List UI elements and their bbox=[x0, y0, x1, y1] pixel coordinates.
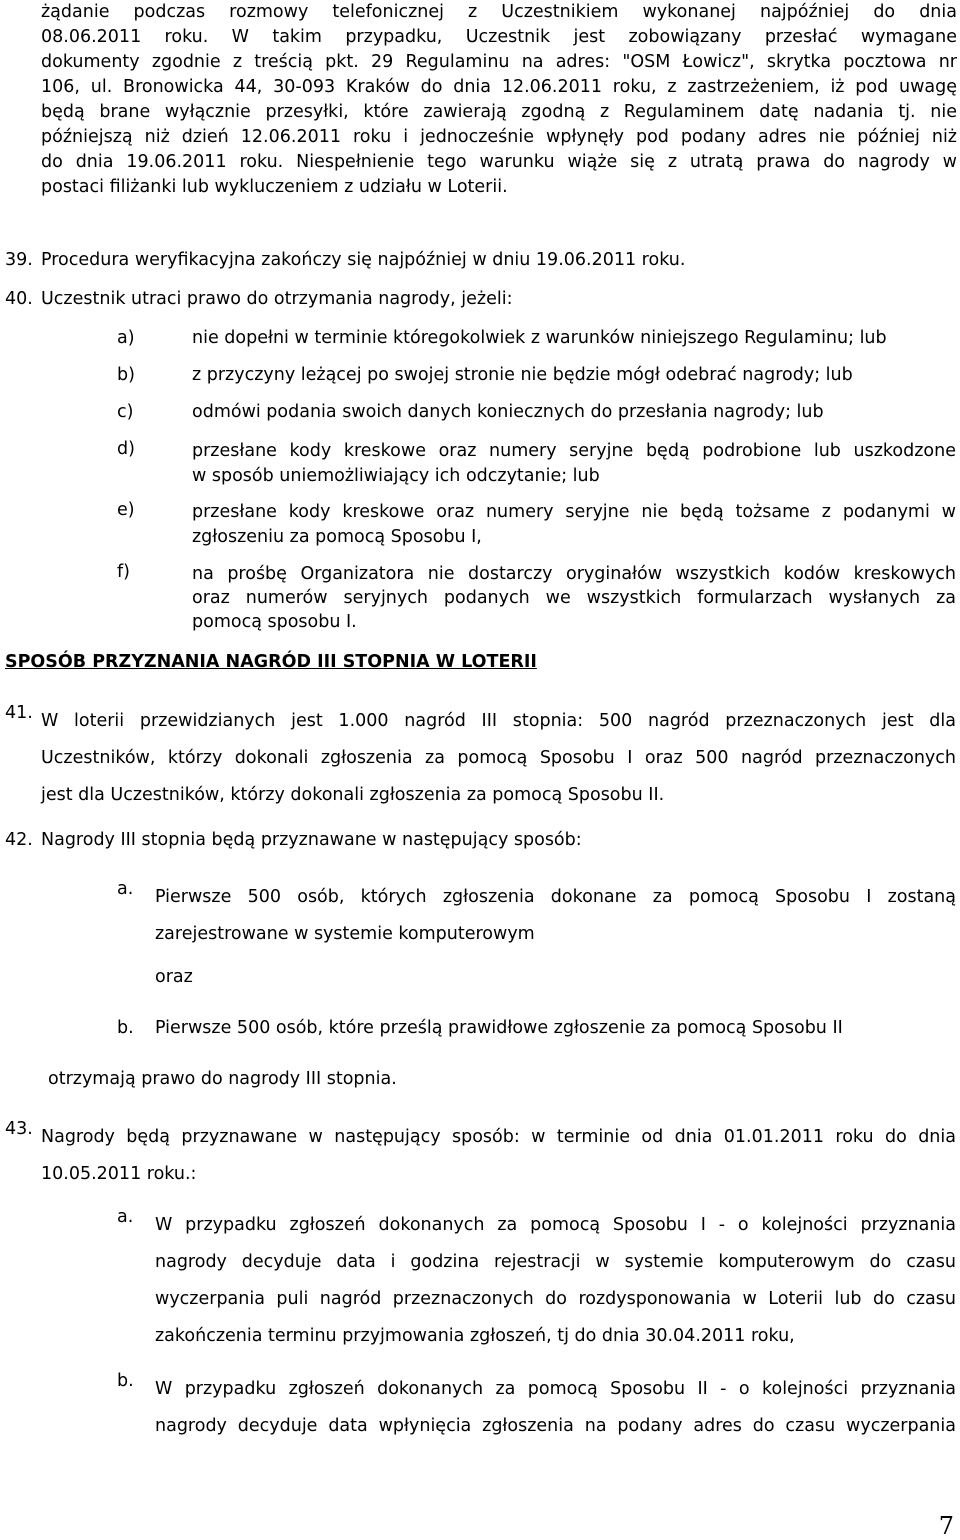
item-label-d: d) bbox=[117, 439, 135, 459]
item-text-b: z przyczyny leżącej po swojej stronie nie będzie mógł odebrać nagrody; lub bbox=[192, 365, 853, 385]
point-43-text bbox=[41, 1119, 956, 1193]
intro-line: 106, ul. Bronowicka 44, 30-093 Kraków do dnia 12.06.2011 roku, z zastrzeżeniem, iż pod uwagę bbox=[41, 77, 957, 97]
intro-line: dokumenty zgodnie z treścią pkt. 29 Regulaminu na adres: "OSM Łowicz", skrytka pocztowa nr bbox=[41, 52, 957, 72]
point-43-a-text bbox=[155, 1207, 956, 1355]
item-d-line: w sposób uniemożliwiający ich odczytanie; lub bbox=[192, 466, 600, 486]
point-40-text: Uczestnik utraci prawo do otrzymania nagrody, jeżeli: bbox=[41, 289, 513, 309]
point-39-number: 39. bbox=[5, 250, 33, 270]
item-label-a: a) bbox=[117, 328, 135, 348]
point-43-a-line: wyczerpania puli nagród przeznaczonych do rozdysponowania w Loterii lub do czasu bbox=[155, 1289, 956, 1309]
point-43-b-line: nagrody decyduje data wpłynięcia zgłoszenia na podany adres do czasu wyczerpania bbox=[155, 1416, 956, 1436]
intro-line: żądanie podczas rozmowy telefonicznej z Uczestnikiem wykonanej najpóźniej do dnia bbox=[41, 2, 957, 22]
point-43-b-line: W przypadku zgłoszeń dokonanych za pomocą Sposobu II - o kolejności przyznania bbox=[155, 1379, 956, 1399]
intro-line: późniejszą niż dzień 12.06.2011 roku i jednocześnie wpłynęły pod podany adres nie później niż bbox=[41, 127, 957, 147]
point-40-number: 40. bbox=[5, 289, 33, 309]
item-f-line: oraz numerów seryjnych podanych we wszystkich formularzach wysłanych za bbox=[192, 588, 956, 608]
point-41-number: 41. bbox=[5, 703, 33, 723]
section-heading: SPOSÓB PRZYZNANIA NAGRÓD III STOPNIA W LOTERII bbox=[5, 652, 537, 672]
item-label-e: e) bbox=[117, 500, 135, 520]
intro-paragraph bbox=[41, 0, 957, 200]
point-42-a-line: zarejestrowane w systemie komputerowym bbox=[155, 924, 535, 944]
item-e-line: zgłoszeniu za pomocą Sposobu I, bbox=[192, 527, 482, 547]
point-42-b-label: b. bbox=[117, 1018, 134, 1038]
item-label-c: c) bbox=[117, 402, 134, 422]
point-43-a-line: zakończenia terminu przyjmowania zgłoszeń, tj do dnia 30.04.2011 roku, bbox=[155, 1326, 795, 1346]
intro-line: będą brane wyłącznie przesyłki, które zawierają zgodną z Regulaminem datę nadania tj. nie bbox=[41, 102, 957, 122]
point-42-oraz: oraz bbox=[155, 967, 193, 987]
point-43-a-label: a. bbox=[117, 1207, 134, 1227]
point-42-b-text: Pierwsze 500 osób, które prześlą prawidłowe zgłoszenie za pomocą Sposobu II bbox=[155, 1018, 843, 1038]
item-text-e bbox=[192, 500, 956, 550]
point-42-a-label: a. bbox=[117, 879, 134, 899]
point-41-line: Uczestników, którzy dokonali zgłoszenia za pomocą Sposobu I oraz 500 nagród przeznaczonych bbox=[41, 748, 956, 768]
intro-line: do dnia 19.06.2011 roku. Niespełnienie tego warunku wiąże się z utratą prawa do nagrody w bbox=[41, 152, 957, 172]
point-42-closing: otrzymają prawo do nagrody III stopnia. bbox=[48, 1069, 397, 1089]
item-f-line: pomocą sposobu I. bbox=[192, 612, 357, 632]
point-42-number: 42. bbox=[5, 830, 33, 850]
item-label-f: f) bbox=[117, 562, 130, 582]
intro-line: 08.06.2011 roku. W takim przypadku, Uczestnik jest zobowiązany przesłać wymagane bbox=[41, 27, 957, 47]
item-text-c: odmówi podania swoich danych koniecznych do przesłania nagrody; lub bbox=[192, 402, 824, 422]
point-43-a-line: nagrody decyduje data i godzina rejestracji w systemie komputerowym do czasu bbox=[155, 1252, 956, 1272]
point-43-line: Nagrody będą przyznawane w następujący sposób: w terminie od dnia 01.01.2011 roku do dnia bbox=[41, 1127, 956, 1147]
point-43-a-line: W przypadku zgłoszeń dokonanych za pomocą Sposobu I - o kolejności przyznania bbox=[155, 1215, 956, 1235]
intro-line: postaci filiżanki lub wykluczeniem z udziału w Loterii. bbox=[41, 177, 508, 197]
point-42-text: Nagrody III stopnia będą przyznawane w następujący sposób: bbox=[41, 830, 582, 850]
item-text-a: nie dopełni w terminie któregokolwiek z warunków niniejszego Regulaminu; lub bbox=[192, 328, 887, 348]
point-42-a-line: Pierwsze 500 osób, których zgłoszenia dokonane za pomocą Sposobu I zostaną bbox=[155, 887, 956, 907]
point-43-b-label: b. bbox=[117, 1371, 134, 1391]
item-label-b: b) bbox=[117, 365, 135, 385]
item-d-line: przesłane kody kreskowe oraz numery seryjne będą podrobione lub uszkodzone bbox=[192, 441, 956, 461]
point-42-a-text bbox=[155, 879, 956, 953]
page-number: 7 bbox=[938, 1512, 954, 1540]
point-39-text: Procedura weryfikacyjna zakończy się najpóźniej w dniu 19.06.2011 roku. bbox=[41, 250, 686, 270]
item-text-d bbox=[192, 439, 956, 489]
item-e-line: przesłane kody kreskowe oraz numery seryjne nie będą tożsame z podanymi w bbox=[192, 502, 956, 522]
point-43-b-text bbox=[155, 1371, 956, 1445]
point-43-number: 43. bbox=[5, 1119, 33, 1139]
point-43-line: 10.05.2011 roku.: bbox=[41, 1164, 197, 1184]
point-41-text bbox=[41, 703, 956, 814]
point-41-line: jest dla Uczestników, którzy dokonali zgłoszenia za pomocą Sposobu II. bbox=[41, 785, 665, 805]
item-text-f bbox=[192, 562, 956, 634]
point-41-line: W loterii przewidzianych jest 1.000 nagród III stopnia: 500 nagród przeznaczonych jest dla bbox=[41, 711, 956, 731]
item-f-line: na prośbę Organizatora nie dostarczy oryginałów wszystkich kodów kreskowych bbox=[192, 564, 956, 584]
